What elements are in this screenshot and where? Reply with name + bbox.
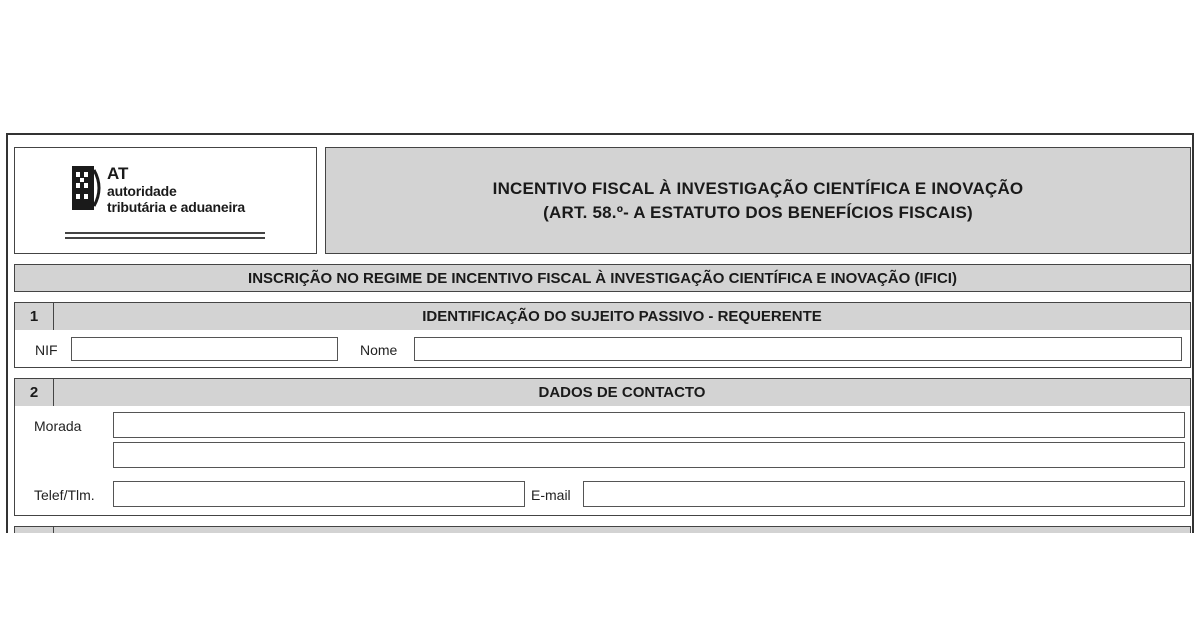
section-2-title: DADOS DE CONTACTO <box>538 384 706 401</box>
telef-label: Telef/Tlm. <box>34 487 95 503</box>
tax-form <box>6 133 1194 533</box>
form-title-line2: (ART. 58.º- A ESTATUTO DOS BENEFÍCIOS FISCAIS) <box>543 202 973 222</box>
form-title-box <box>325 147 1191 254</box>
morada-field-line1[interactable] <box>113 412 1185 438</box>
section-3-header <box>14 526 1191 533</box>
logo-text-line2: tributária e aduaneira <box>107 199 245 215</box>
logo-text-line1: autoridade <box>107 183 177 199</box>
morada-label: Morada <box>34 418 82 434</box>
nome-label: Nome <box>360 342 398 358</box>
telef-field[interactable] <box>113 481 525 507</box>
form-subtitle: INSCRIÇÃO NO REGIME DE INCENTIVO FISCAL À INVESTIGAÇÃO CIENTÍFICA E INOVAÇÃO (IFICI) <box>14 264 1191 292</box>
section-1-header <box>14 302 1191 331</box>
nif-label: NIF <box>35 342 58 358</box>
logo-box <box>14 147 317 254</box>
email-field[interactable] <box>583 481 1185 507</box>
section-3-number <box>15 527 54 533</box>
section-1-title: IDENTIFICAÇÃO DO SUJEITO PASSIVO - REQUERENTE <box>422 308 822 325</box>
form-title-line1: INCENTIVO FISCAL À INVESTIGAÇÃO CIENTÍFICA E INOVAÇÃO <box>492 178 1024 198</box>
email-label: E-mail <box>531 487 571 503</box>
logo-rule-top <box>65 232 265 234</box>
morada-field-line2[interactable] <box>113 442 1185 468</box>
nif-field[interactable] <box>71 337 338 361</box>
section-2-header <box>14 378 1191 407</box>
section-1-body <box>14 330 1191 368</box>
logo-abbr: AT <box>107 164 129 183</box>
section-3-title <box>54 527 1190 533</box>
section-2-body <box>14 406 1191 516</box>
coat-of-arms-icon <box>70 166 104 210</box>
logo-rule-bottom <box>65 237 265 239</box>
section-2-number: 2 <box>15 379 54 406</box>
nome-field[interactable] <box>414 337 1182 361</box>
section-1-number: 1 <box>15 303 54 330</box>
